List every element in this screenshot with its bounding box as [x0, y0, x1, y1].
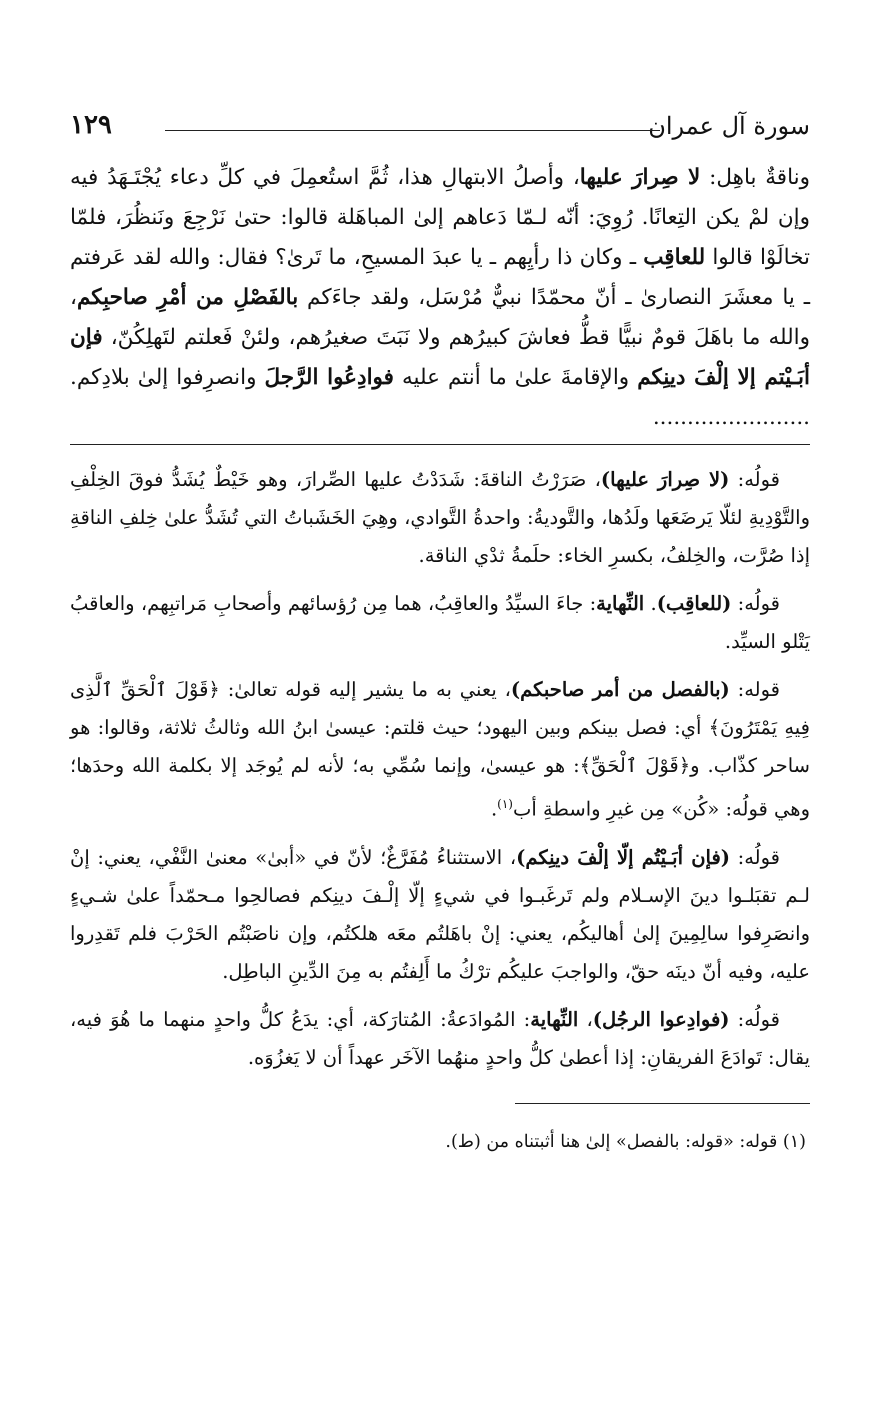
source-name: النِّهاية: [596, 592, 645, 615]
commentary-note: [70, 461, 810, 575]
source-name: النِّهاية: [530, 1007, 579, 1031]
note-body: .: [644, 592, 657, 615]
text-run: ـ وكان ذا رأيِهم ـ يا عبدَ المسيحِ، ما تَرىٰ؟ فقال: والله لقد عَرفتم ـ يا معشَرَ النصارىٰ ـ أنّ محمّدًا نبيٌّ مُرْسَل، ولقد جاءَكم: [70, 245, 810, 310]
page-number: ١٢٩: [70, 110, 112, 140]
note-quote: (لا صِرارَ عليها): [600, 468, 730, 491]
page-header: [70, 110, 810, 154]
page: [70, 110, 810, 1156]
text-run: والإقامةَ علىٰ ما أنتم عليه: [393, 365, 638, 390]
text-run: ، والله ما باهَلَ قومٌ نبيًّا قطُّ فعاشَ كبيرُهم ولا نَبَتَ صغيرُهم، ولئنْ فَعلتم لتَهلِكُنّ،: [70, 285, 810, 350]
note-lead: قولُه:: [730, 845, 780, 869]
bold-phrase: فوادِعُوا الرَّجلَ: [264, 365, 394, 390]
note-lead: قولُه:: [729, 468, 780, 491]
note-lead: قولُه:: [729, 1007, 780, 1031]
text-run: وانصرِفوا إلىٰ بلادِكم. .......................: [70, 365, 810, 430]
bold-phrase: بالفَصْلِ من أمْرِ صاحبِكم: [76, 285, 299, 310]
commentary-note: [70, 585, 810, 661]
text-run: وناقةٌ باهِل:: [700, 165, 810, 190]
note-body: ، الاستثناءُ مُفَرَّغٌ؛ لأنّ في «أبىٰ» معنىٰ النَّفْي، يعني: إنْ لـم تقبَلـوا دينَ الإسـلام ولم تَرغَبـوا في شيءٍ إلّا إلْـفَ دينِكم فصالحِوا مـحمّداً علىٰ شـيءٍ وانصَرِفوا سالِمِينَ إلىٰ أهاليكُم، يعني: إنْ باهَلتُم معَه هلكتُم، وإن ناصَبْتُم الحَرْبَ فلم تَقدِروا عليه، وفيه أنّ دينَه حقّ، والواجبَ عليكُم ترْكُ ما أَلِفتُم به مِنَ الدِّينِ الباطِل.: [70, 845, 810, 983]
commentary-note: [70, 671, 810, 829]
note-body: .: [490, 797, 498, 821]
footnote-ref[interactable]: (١): [497, 797, 513, 811]
text-run: ، وأصلُ الابتهالِ هذا، ثُمَّ استُعمِلَ في كلِّ دعاء يُجْتَـهَدُ فيه وإن لمْ يكن التِعانًا. رُوِيَ: أنّه لـمّا دَعاهم إلىٰ المباهَلة قالوا: حتىٰ نَرْجِعَ ونَنظُرَ، فلمّا تخالَوْا قالوا: [70, 165, 810, 270]
main-paragraph: [70, 158, 810, 438]
note-body: ، صَرَرْتُ الناقةَ: شَدَدْتُ عليها الصِّرارَ، وهو خَيْطٌ يُشَدُّ فوقَ الخِلْفِ والتَّوْدِيةِ لئلّا يَرضَعَها ولَدُها، والتَّوديةُ: واحدةُ التَّوادي، وهِيَ الخَشَباتُ التي تُشَدُّ علىٰ خِلفِ الناقةِ إذا صُرَّت، والخِلفُ، بكسرِ الخاء: حلَمةُ ثدْي الناقة.: [70, 468, 810, 567]
footnote-divider: [515, 1103, 810, 1104]
commentary-note: [70, 839, 810, 991]
section-divider: [70, 444, 810, 445]
header-rule: [165, 130, 660, 131]
footnote: (١) قوله: «قوله: بالفصل» إلىٰ هنا أثبتناه من (ط).: [445, 1131, 806, 1152]
bold-phrase: لا صِرارَ عليها: [579, 165, 701, 190]
bold-phrase: للعاقِب: [643, 245, 706, 270]
note-lead: قولُه:: [731, 592, 780, 615]
note-body: ، يعني به ما يشير إليه قوله تعالىٰ: ﴿قَوْلَ ٱلْحَقِّ ٱلَّذِى فِيهِ يَمْتَرُونَ﴾ أي: فصل بينكم وبين اليهود؛ حيث قلتم: عيسىٰ ابنُ الله وثالثُ ثلاثة، وقالوا: هو ساحر كذّاب. و﴿قَوْلَ ٱلْحَقِّ﴾: هو عيسىٰ، وإنما سُمِّي به؛ لأنه لم يُوجَد إلا بكلمة الله وحدَها؛ وهي قولُه: «كُن» مِن غيرِ واسطةِ أب: [70, 678, 810, 821]
main-text: [70, 158, 810, 438]
note-quote: (بالفصل من أمر صاحبكم): [510, 678, 730, 701]
note-body: : جاءَ السيِّدُ والعاقِبُ، هما مِن رُؤسائهم وأصحابِ مَراتبِهم، والعاقبُ يَتْلو السيِّد.: [70, 592, 810, 653]
surah-title: سورة آل عمران: [648, 112, 810, 140]
note-quote: (فوادِعوا الرجُل): [592, 1007, 730, 1031]
note-quote: (للعاقِب): [656, 592, 732, 615]
commentary-note: [70, 1001, 810, 1077]
note-body: ،: [578, 1007, 593, 1031]
note-body: : المُوادَعةُ: المُتارَكة، أي: يدَعُ كلُّ واحدٍ منهما ما هُوَ فيه، يقال: تَوادَعَ الفريقانِ: إذا أعطىٰ كلُّ واحدٍ منهُما الآخَر عهداً أن لا يَغزُوَه.: [70, 1007, 810, 1069]
bold-phrase: فإن أبَـيْتم إلا إلْفَ دينِكم: [70, 325, 810, 390]
note-lead: قوله:: [729, 678, 780, 701]
note-quote: (فإن أبَـيْتُم إلّا إلْفَ دينِكم): [516, 845, 731, 869]
